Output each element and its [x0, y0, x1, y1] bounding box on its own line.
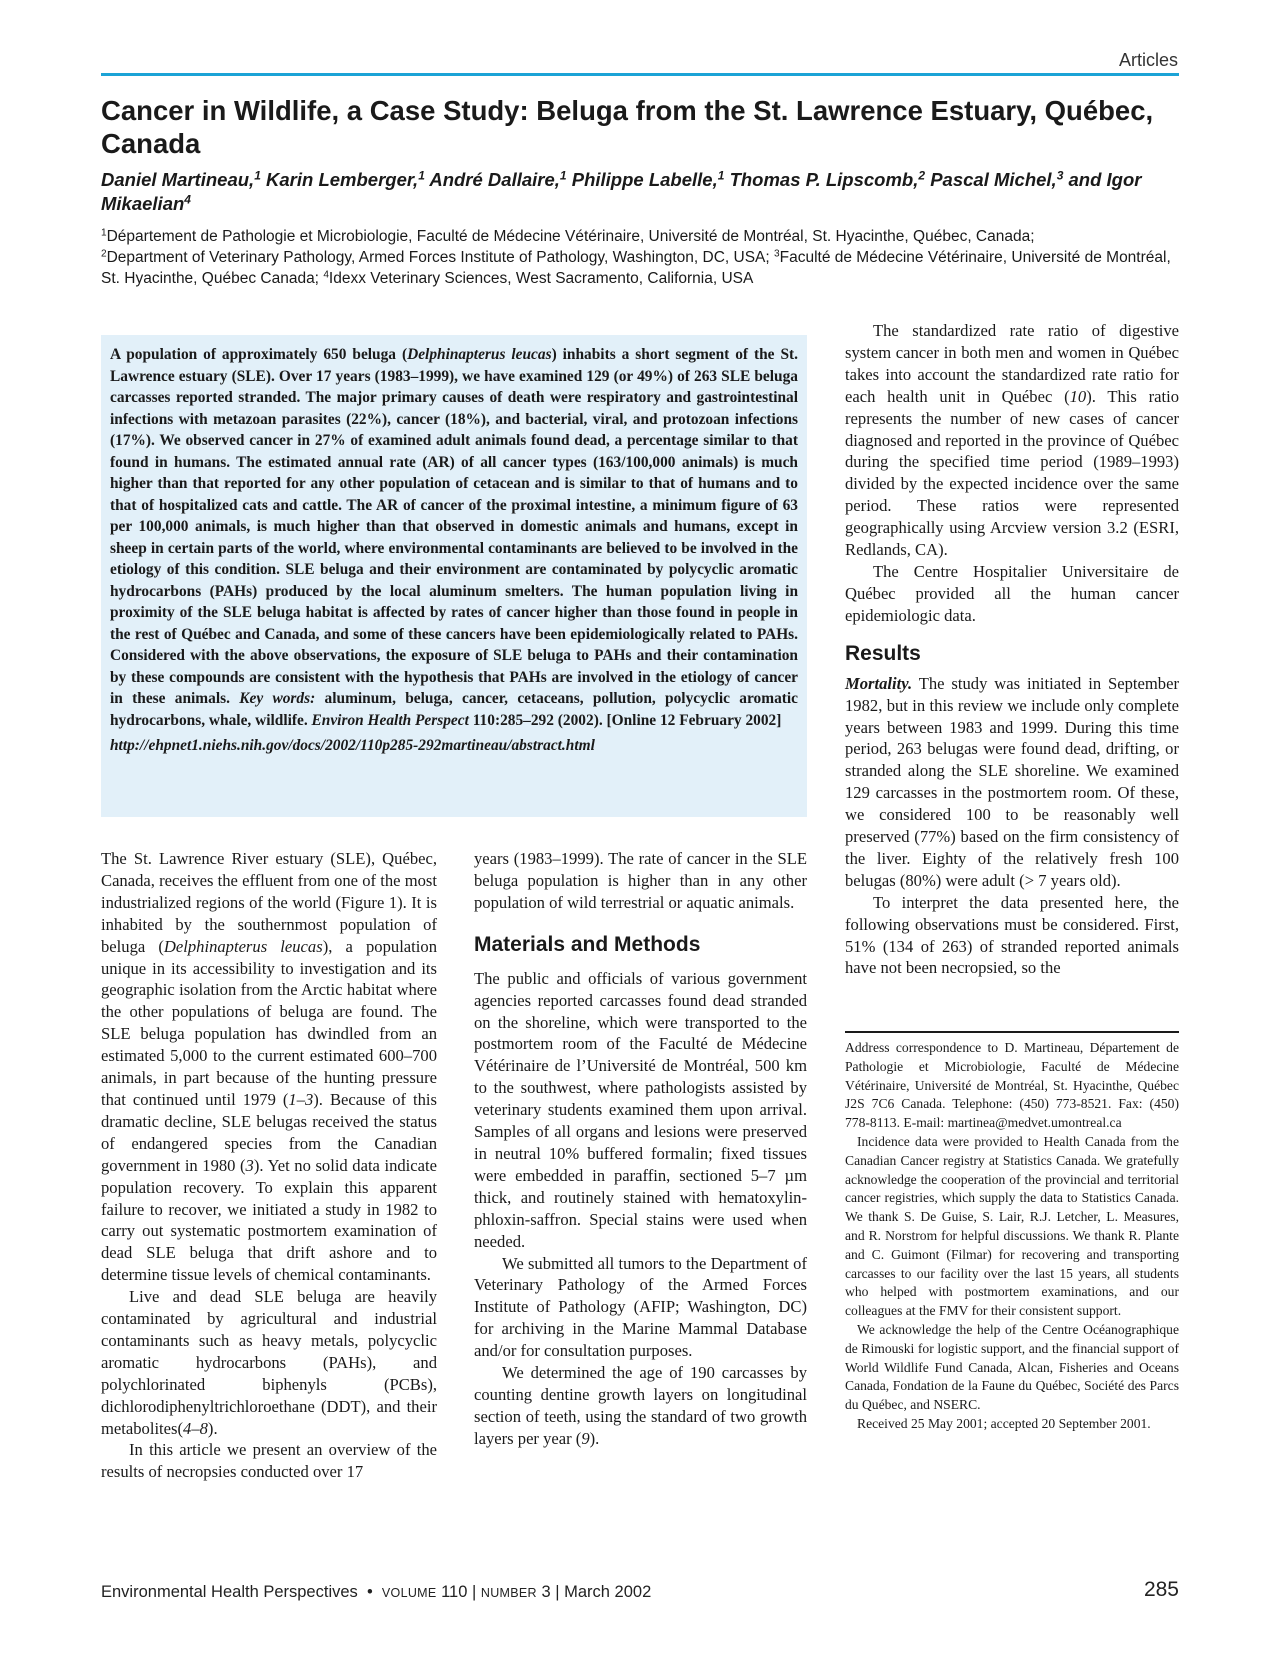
affiliations [101, 226, 1191, 289]
author: Pascal Michel,$^3$ [930, 168, 1064, 190]
author-list [101, 168, 1191, 216]
author: André Dallaire,$^1$ [429, 168, 567, 190]
paragraph: In this article we present an overview of the results of necropsies conducted over 17 [101, 1440, 437, 1482]
footnote-funding: We acknowledge the help of the Centre Océanographique de Rimouski for logistic support, and the financial support of World Wildlife Fund Canada, Alcan, Fisheries and Oceans Canada, Fondation de la Faune du Québec, Société des Parcs du Québec, and NSERC. [845, 1321, 1179, 1413]
author: Philippe Labelle,$^1$ [571, 168, 725, 190]
affiliation: $^1$Département de Pathologie et Microbiologie, Faculté de Médecine Vétérinaire, Université de Montréal, St. Hyacinthe, Québec, Canada; [101, 227, 1035, 245]
paragraph: The Centre Hospitalier Universitaire de Québec provided all the human cancer epidemiologic data. [845, 561, 1179, 625]
section-heading-results: Results [845, 641, 921, 665]
affiliation: $^2$Department of Veterinary Pathology, Armed Forces Institute of Pathology, Washington, DC, USA; [101, 248, 770, 266]
paragraph: We determined the age of 190 carcasses by counting dentine growth layers on longitudinal section of teeth, using the standard of two growth layers per year (9). [474, 1363, 807, 1448]
issue-number: 3 [541, 1583, 551, 1601]
volume: 110 [441, 1583, 468, 1601]
body-column-2 [474, 848, 807, 1450]
body-column-1 [101, 848, 437, 1483]
affiliation: $^3$Faculté de Médecine Vétérinaire, Université de Montréal, St. Hyacinthe, Québec Canada; [101, 248, 1171, 287]
header-rule [101, 73, 1179, 76]
footnote-received: Received 25 May 2001; accepted 20 September 2001. [857, 1415, 1151, 1431]
footnotes [845, 1039, 1179, 1434]
paragraph: The St. Lawrence River estuary (SLE), Québec, Canada, receives the effluent from one of the most industrialized regions of the world (Figure 1). It is inhabited by the southernmost population of beluga (Delphinapterus leucas), a population unique in its accessibility to investigation and its geographic isolation from the Arctic habitat where the other populations of beluga are found. The SLE beluga population has dwindled from an estimated 5,000 to the current estimated 600–700 animals, in part because of the hunting pressure that continued until 1979 (1–3). Because of this dramatic decline, SLE belugas received the status of endangered species from the Canadian government in 1980 (3). Yet no solid data indicate population recovery. To explain this apparent failure to recover, we initiated a study in 1982 to carry out systematic postmortem examination of dead SLE beluga that drift ashore and to determine tissue levels of chemical contaminants. [101, 849, 437, 1285]
body-column-3 [845, 320, 1179, 979]
footer-journal-info: Environmental Health Perspectives • VOLUME 110 | NUMBER 3 | March 2002 [101, 1583, 652, 1601]
run-in-heading: Mortality. [845, 673, 913, 693]
journal-name: Environmental Health Perspectives [101, 1583, 358, 1601]
footnote-correspondence: Address correspondence to D. Martineau, Département de Pathologie et Microbiologie, Faculté de Médecine Vétérinaire, Université de Montréal, St. Hyacinthe, Québec J2S 7C6 Canada. Telephone: (450) 773-8521. Fax: (450) 778-8113. E-mail: martinea@medvet.umontreal.ca [845, 1040, 1179, 1131]
section-heading-methods: Materials and Methods [474, 932, 701, 956]
issue-date: March 2002 [564, 1583, 652, 1601]
footnote-acknowledgment: Incidence data were provided to Health Canada from the Canadian Cancer registry at Statistics Canada. We gratefully acknowledge the cooperation of the provincial and territorial cancer registries, which supply the data to Statistics Canada. We thank S. De Guise, S. Lair, R.J. Letcher, L. Measures, and R. Norstrom for helpful discussions. We thank R. Plante and C. Guimont (Filmar) for recovering and transporting carcasses to our facility over the last 15 years, all students who helped with postmortem examinations, and our colleagues at the FMV for their consistent support. [845, 1133, 1179, 1319]
paragraph: To interpret the data presented here, the following observations must be considered. First, 51% (134 of 263) of stranded reported animals have not been necropsied, so the [845, 892, 1179, 978]
author: Daniel Martineau,$^1$ [101, 168, 261, 190]
paragraph: The standardized rate ratio of digestive system cancer in both men and women in Québec takes into account the standardized rate ratio for each health unit in Québec (10). This ratio represents the number of new cases of cancer diagnosed and reported in the province of Québec during the specified time period (1989–1993) divided by the expected incidence over the same period. These ratios were represented geographically using Arcview version 3.2 (ESRI, Redlands, CA). [845, 321, 1179, 560]
author: Thomas P. Lipscomb,$^2$ [729, 168, 926, 190]
footer-bullet: • [366, 1583, 373, 1601]
paragraph: Mortality. The study was initiated in September 1982, but in this review we include only complete years between 1983 and 1999. During this time period, 263 belugas were found dead, drifting, or stranded along the SLE shoreline. We examined 129 carcasses in the postmortem room. Of these, we considered 100 to be reasonably well preserved (77%) based on the firm consistency of the liver. Eighty of the relatively fresh 100 belugas (80%) were adult (> 7 years old). [845, 673, 1179, 890]
affiliation: $^4$Idexx Veterinary Sciences, West Sacramento, California, USA [323, 269, 754, 287]
page-number: 285 [1143, 1578, 1179, 1601]
keywords-label: Key words: [239, 690, 316, 707]
paragraph: The public and officials of various government agencies reported carcasses found dead stranded on the shoreline, which were transported to the postmortem room of the Faculté de Médecine Vétérinaire de l’Université de Montréal, 500 km to the southwest, where pathologists assisted by veterinary students examined them upon arrival. Samples of all organs and lesions were preserved in neutral 10% buffered formalin; fixed tissues were embedded in paraffin, sectioned 5–7 µm thick, and routinely stained with hematoxylin-phloxin-saffron. Special stains were used when needed. [474, 968, 807, 1251]
journal-abbreviation: Environ Health Perspect [311, 711, 469, 729]
author: and Igor Mikaelian$^4$ [101, 169, 1142, 214]
abstract-text: A population of approximately 650 beluga (Delphinapterus leucas) inhabits a short segment of the St. Lawrence estuary (SLE). Over 17 years (1983–1999), we have examined 129 (or 49%) of 263 SLE beluga carcasses reported stranded. The major primary causes of death were respiratory and gastrointestinal infections with metazoan parasites (22%), cancer (18%), and bacterial, viral, and protozoan infections (17%). We observed cancer in 27% of examined adult animals found dead, a percentage similar to that found in humans. The estimated annual rate (AR) of all cancer types (163/100,000 animals) is much higher than that reported for any other population of cetacean and is similar to that of humans and to that of hospitalized cats and cattle. The AR of cancer of the proximal intestine, a minimum figure of 63 per 100,000 animals, is much higher than that observed in domestic animals and humans, except in sheep in certain parts of the world, where environmental contaminants are believed to be involved in the etiology of this condition. SLE beluga and their environment are contaminated by polycyclic aromatic hydrocarbons (PAHs) produced by the local aluminum smelters. The human population living in proximity of the SLE beluga habitat is affected by rates of cancer higher than those found in people in the rest of Québec and Canada, and some of these cancers have been epidemiologically related to PAHs. Considered with the above observations, the exposure of SLE beluga to PAHs and their contamination by these compounds are consistent with the hypothesis that PAHs are involved in the etiology of cancer in these animals. Key words: aluminum, beluga, cancer, cetaceans, pollution, polycyclic aromatic hydrocarbons, whale, wildlife. Environ Health Perspect 110:285–292 (2002). [Online 12 February 2002] [110, 346, 798, 729]
paragraph: We submitted all tumors to the Department of Veterinary Pathology of the Armed Forces Institute of Pathology (AFIP; Washington, DC) for archiving in the Marine Mammal Database and/or for consultation purposes. [474, 1253, 807, 1361]
abstract-box [101, 335, 807, 817]
paragraph: years (1983–1999). The rate of cancer in the SLE beluga population is higher than in any other population of wild terrestrial or aquatic animals. [474, 849, 807, 912]
paragraph: Live and dead SLE beluga are heavily contaminated by agricultural and industrial contaminants such as heavy metals, polycyclic aromatic hydrocarbons (PAHs), and polychlorinated biphenyls (PCBs), dichlorodiphenyltrichloroethane (DDT), and their metabolites(4–8). [101, 1287, 437, 1438]
author: Karin Lemberger,$^1$ [266, 168, 425, 190]
footnote-divider [845, 1031, 1179, 1033]
article-title: Cancer in Wildlife, a Case Study: Beluga from the St. Lawrence Estuary, Québec, Canada [101, 95, 1154, 159]
section-label: Articles [1118, 50, 1178, 70]
abstract-url-link[interactable]: http://ehpnet1.niehs.nih.gov/docs/2002/110p285-292martineau/abstract.html [110, 737, 595, 754]
